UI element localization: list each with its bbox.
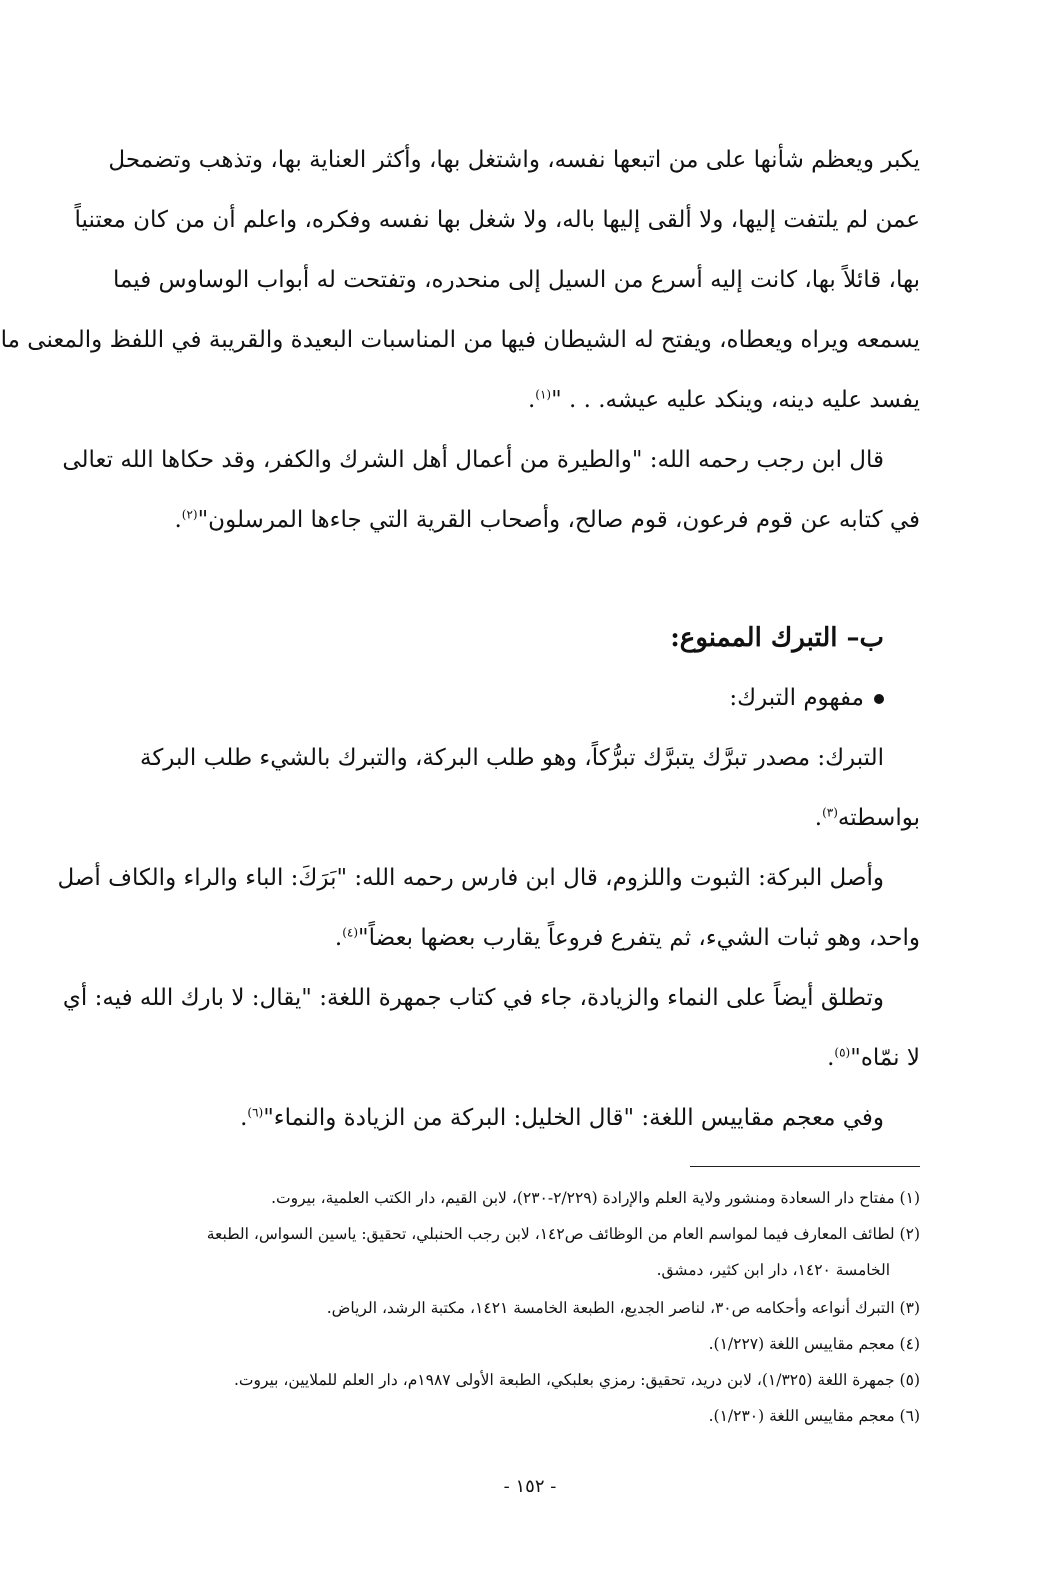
bullet-icon	[874, 694, 884, 704]
footnote-continuation: الخامسة ١٤٢٠، دار ابن كثير، دمشق.	[656, 1261, 890, 1279]
paragraph-last-line	[140, 922, 920, 954]
footnote-ref: (١)	[535, 387, 552, 402]
paragraph-text: لا نمّاه"	[850, 1045, 920, 1071]
paragraph-line: قال ابن رجب رحمه الله: "والطيرة من أعمال أهل الشرك والكفر، وقد حكاها الله تعالى	[62, 447, 884, 473]
footnote: (٥) جمهرة اللغة (١/٣٢٥)، لابن دريد، تحقيق: رمزي بعلبكي، الطبعة الأولى ١٩٨٧م، دار العلم للملايين، بيروت.	[233, 1371, 920, 1389]
footnote-ref: (٣)	[822, 805, 838, 820]
footnote-ref: (٢)	[181, 507, 198, 522]
bullet-text: مفهوم التبرك:	[729, 685, 864, 711]
footnote-ref: (٤)	[342, 925, 359, 940]
footnote: (٦) معجم مقاييس اللغة (١/٢٣٠).	[708, 1407, 920, 1425]
paragraph-line: يسمعه ويراه ويعطاه، ويفتح له الشيطان فيها من المناسبات البعيدة والقريبة في اللفظ والمعنى ما	[0, 327, 920, 353]
paragraph-text: بواسطته	[837, 805, 920, 831]
paragraph-line: عمن لم يلتفت إليها، ولا ألقى إليها باله، ولا شغل بها نفسه وفكره، واعلم أن من كان معتنياً	[74, 207, 920, 233]
paragraph-last-line	[140, 802, 920, 834]
paragraph-last-line	[104, 1102, 920, 1134]
paragraph-text: في كتابه عن قوم فرعون، قوم صالح، وأصحاب القرية التي جاءها المرسلون"	[197, 507, 920, 533]
footnote-ref: (٦)	[247, 1105, 264, 1120]
footnote-ref: (٥)	[834, 1045, 851, 1060]
footnote: (٤) معجم مقاييس اللغة (١/٢٢٧).	[708, 1335, 920, 1353]
paragraph-text: وفي معجم مقاييس اللغة: "قال الخليل: البركة من الزيادة والنماء"	[263, 1105, 884, 1131]
punctuation: .	[240, 1105, 248, 1131]
paragraph-line: وأصل البركة: الثبوت واللزوم، قال ابن فارس رحمه الله: "بَرَكَ: الباء والراء والكاف أصل	[57, 865, 884, 891]
footnote-separator	[690, 1166, 920, 1167]
paragraph-last-line	[140, 504, 920, 536]
paragraph-text: واحد، وهو ثبات الشيء، ثم يتفرع فروعاً يقارب بعضها بعضاً"	[358, 925, 920, 951]
paragraph-line: يكبر ويعظم شأنها على من اتبعها نفسه، واشتغل بها، وأكثر العناية بها، وتذهب وتضمحل	[108, 147, 920, 173]
paragraph-text: يفسد عليه دينه، وينكد عليه عيشه. . . "	[551, 387, 920, 413]
footnote: (١) مفتاح دار السعادة ومنشور ولاية العلم والإرادة (٢/٢٢٩-٢٣٠)، لابن القيم، دار الكتب العلمية، بيروت.	[271, 1189, 920, 1207]
footnote: (٣) التبرك أنواعه وأحكامه ص٣٠، لناصر الجديع، الطبعة الخامسة ١٤٢١، مكتبة الرشد، الرياض.	[326, 1299, 920, 1317]
paragraph-line: وتطلق أيضاً على النماء والزيادة، جاء في كتاب جمهرة اللغة: "يقال: لا بارك الله فيه: أي	[62, 985, 884, 1011]
punctuation: .	[527, 387, 536, 413]
paragraph-line: التبرك: مصدر تبرَّك يتبرَّك تبرُّكاً، وهو طلب البركة، والتبرك بالشيء طلب البركة	[140, 745, 884, 771]
footnote: (٢) لطائف المعارف فيما لمواسم العام من الوظائف ص١٤٢، لابن رجب الحنبلي، تحقيق: ياسين السواس، الطبعة	[206, 1225, 920, 1243]
page-number: - ١٥٢ -	[503, 1476, 557, 1497]
punctuation: .	[827, 1045, 835, 1071]
paragraph-last-line	[140, 1042, 920, 1074]
punctuation: .	[334, 925, 343, 951]
bullet-item	[104, 682, 920, 714]
paragraph-last-line	[140, 384, 920, 416]
section-heading: ب– التبرك الممنوع:	[670, 623, 884, 653]
punctuation: .	[174, 507, 182, 533]
paragraph-line: بها، قائلاً بها، كانت إليه أسرع من السيل إلى منحدره، وتفتحت له أبواب الوساوس فيما	[112, 267, 920, 293]
punctuation: .	[814, 805, 823, 831]
